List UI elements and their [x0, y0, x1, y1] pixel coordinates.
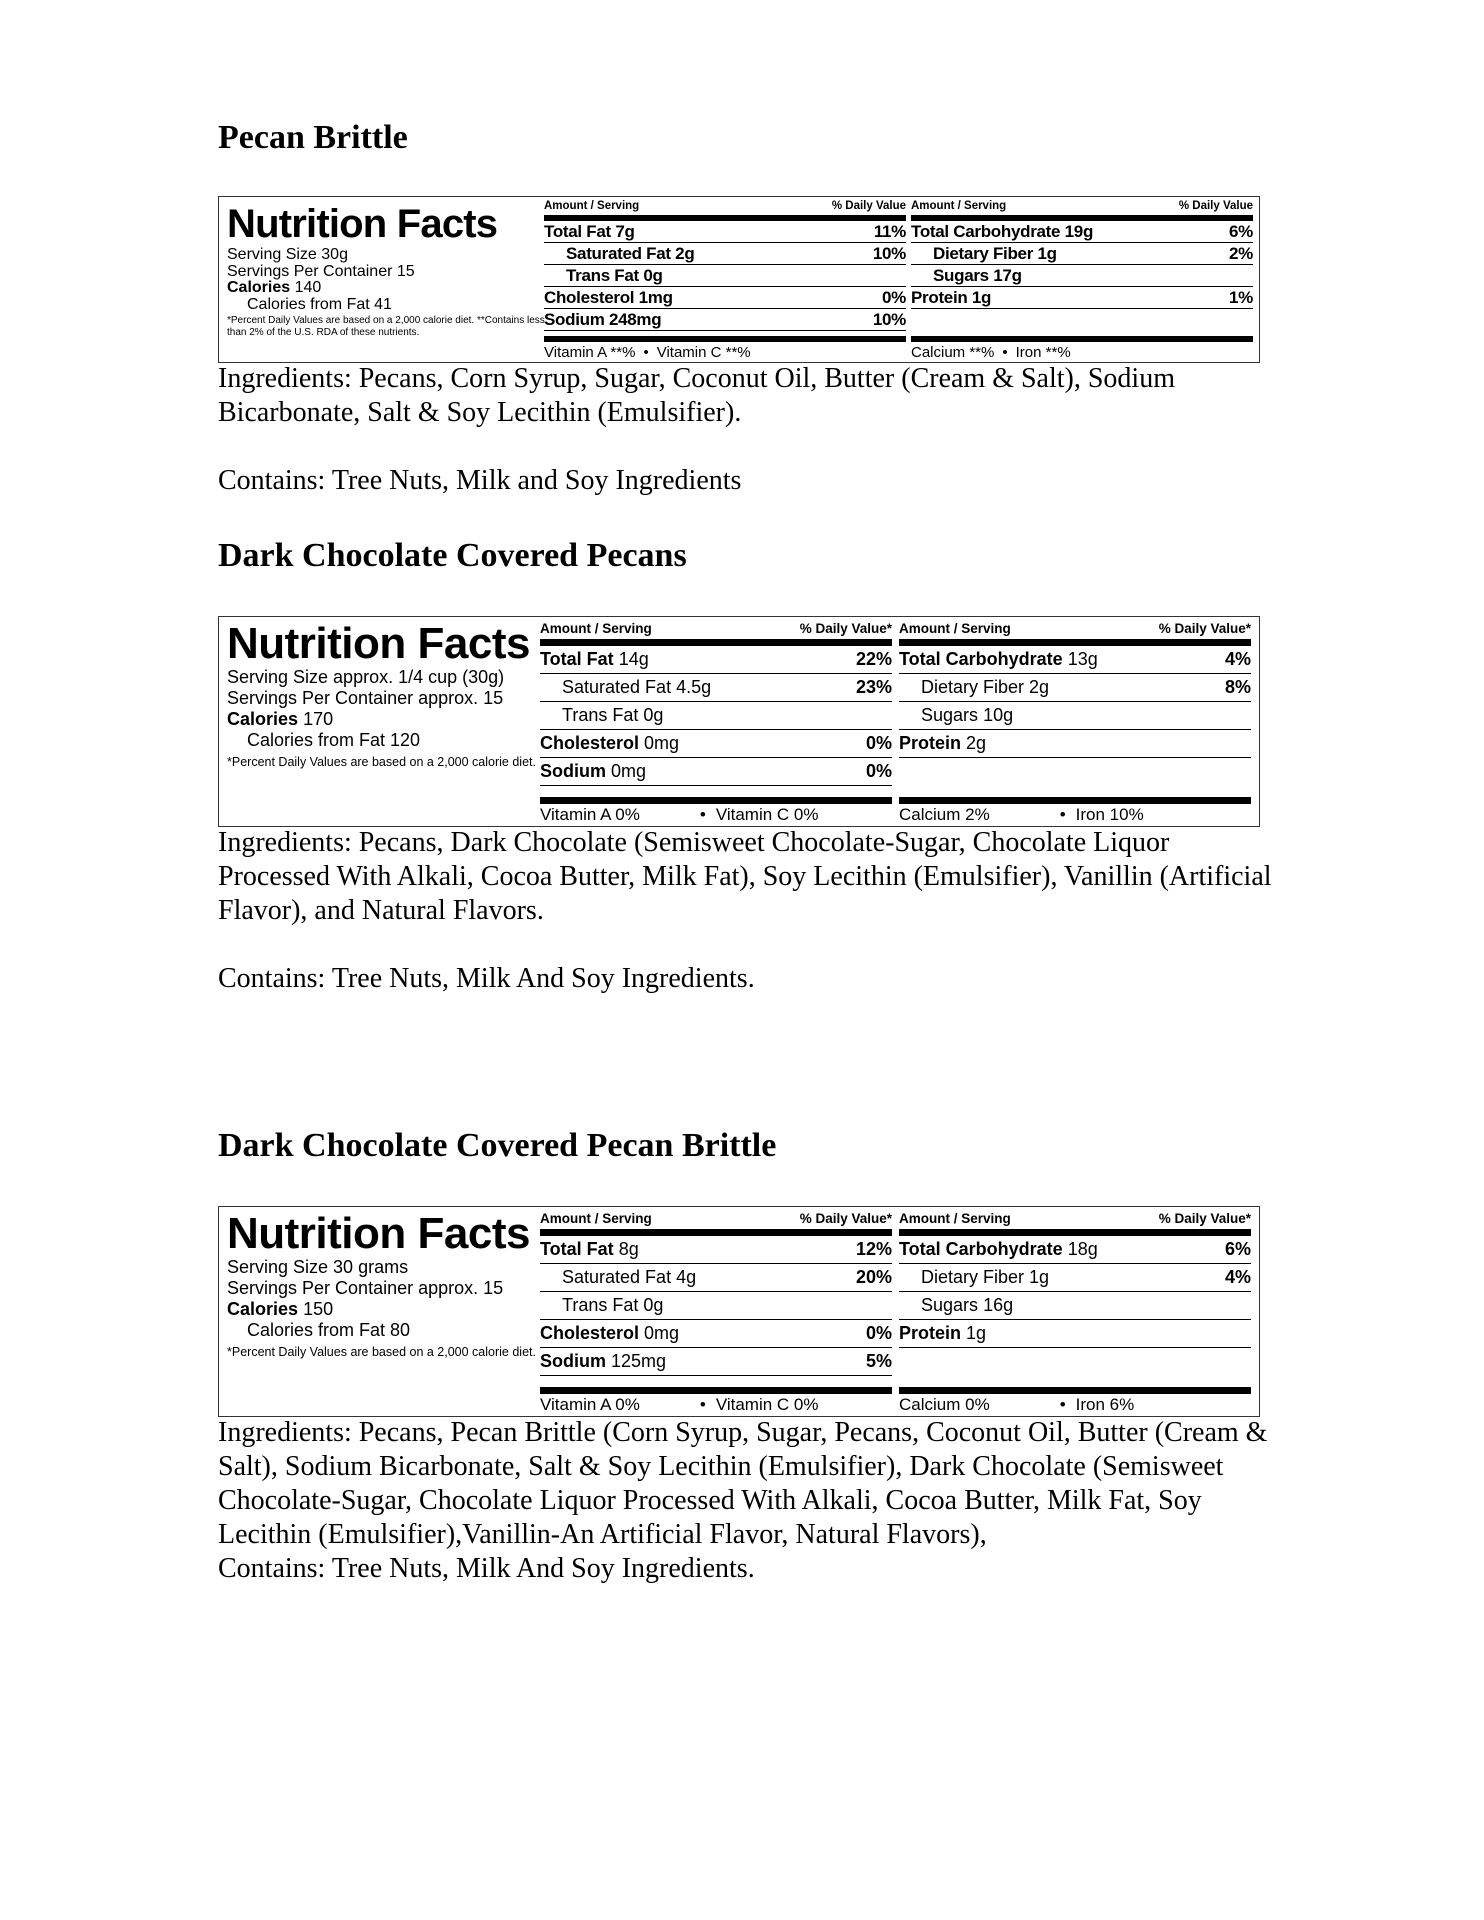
nutrient-name: Sugars — [921, 705, 979, 725]
product-title: Pecan Brittle — [218, 119, 408, 156]
nutrient-name: Total Carbohydrate — [899, 649, 1063, 669]
calories-label: Calories — [227, 279, 291, 296]
nutrient-row — [544, 309, 906, 331]
nutrient-name: Cholesterol — [540, 733, 640, 753]
nutrient-name: Saturated Fat — [562, 1267, 672, 1287]
vitamin-row — [544, 336, 906, 362]
nutrient-name: Total Carbohydrate — [911, 221, 1061, 241]
servings-per-container: Servings Per Container approx. 15 — [227, 1278, 504, 1298]
daily-value-header: % Daily Value* — [1158, 620, 1251, 636]
nutrient-daily-value: 4% — [1224, 649, 1251, 669]
nutrient-name: Protein — [899, 733, 962, 753]
nutrient-amount: 2g — [1029, 677, 1050, 697]
nutrient-row — [544, 287, 906, 309]
nutrient-daily-value: 20% — [855, 1267, 892, 1287]
nutrient-amount: 0mg — [611, 761, 647, 781]
calories — [227, 1299, 547, 1320]
mineral-row — [899, 1387, 1251, 1416]
nutrient-rows — [544, 221, 906, 331]
nutrient-row — [540, 1320, 892, 1348]
nutrient-row — [911, 287, 1253, 309]
calories-value: 140 — [294, 279, 322, 296]
nutrient-name: Dietary Fiber — [921, 677, 1025, 697]
nutrient-label — [544, 310, 661, 330]
ingredients-text: Ingredients: Pecans, Corn Syrup, Sugar, Coconut Oil, Butter (Cream & Salt), Sodium Bicarbonate, Salt & Soy Lecithin (Emulsifier). — [218, 363, 1175, 428]
nutrient-amount: 8g — [618, 1239, 639, 1259]
column-header — [540, 617, 892, 646]
bullet-separator: • — [699, 1395, 706, 1414]
calories-label: Calories — [227, 1299, 299, 1319]
nutrient-name: Sodium — [544, 309, 605, 329]
nutrient-daily-value: 0% — [865, 1323, 892, 1343]
nutrient-row — [899, 674, 1251, 702]
nutrient-column-left — [540, 617, 892, 826]
nutrient-amount: 17g — [993, 265, 1022, 285]
iron: Iron 10% — [1075, 805, 1144, 824]
nutrient-column-right — [899, 1207, 1251, 1416]
servings-per-container: Servings Per Container 15 — [227, 262, 415, 280]
nutrient-row — [899, 646, 1251, 674]
nutrient-daily-value: 2% — [1229, 243, 1253, 263]
footnote: *Percent Daily Values are based on a 2,000 calorie diet. — [227, 755, 536, 769]
calories — [227, 280, 547, 297]
calories-label: Calories — [227, 709, 299, 729]
nutrient-daily-value: 4% — [1224, 1267, 1251, 1287]
nutrition-facts-panel — [218, 616, 1260, 827]
serving-size: Serving Size 30 grams — [227, 1257, 409, 1277]
calories-value: 170 — [303, 709, 334, 729]
nutrient-row — [911, 221, 1253, 243]
nutrient-daily-value: 8% — [1224, 677, 1251, 697]
nutrient-name: Total Fat — [540, 1239, 614, 1259]
nutrient-name: Sodium — [540, 761, 606, 781]
nutrient-label — [921, 1267, 1049, 1288]
nutrient-daily-value: 11% — [873, 221, 906, 241]
nutrient-name: Cholesterol — [540, 1323, 640, 1343]
amount-per-serving-header: Amount / Serving — [540, 1210, 652, 1226]
nutrient-amount: 0g — [643, 265, 663, 285]
column-header — [540, 1207, 892, 1236]
nutrient-daily-value: 0% — [865, 761, 892, 781]
nutrient-column-left — [540, 1207, 892, 1416]
allergen-contains-text: Contains: Tree Nuts, Milk And Soy Ingredients. — [218, 963, 755, 994]
nutrient-row — [544, 243, 906, 265]
nutrient-column-right — [911, 197, 1253, 362]
nutrient-amount: 18g — [1067, 1239, 1098, 1259]
daily-value-header: % Daily Value — [831, 200, 906, 212]
nutrient-amount: 13g — [1067, 649, 1098, 669]
nutrient-label — [562, 1295, 663, 1316]
nutrient-amount: 0g — [643, 1295, 664, 1315]
vitamin-row — [540, 797, 892, 826]
vitamin-a: Vitamin A **% — [544, 343, 636, 361]
vitamin-c: Vitamin C 0% — [715, 1395, 819, 1414]
nutrient-name: Total Carbohydrate — [899, 1239, 1063, 1259]
ingredients-text: Ingredients: Pecans, Dark Chocolate (Semisweet Chocolate-Sugar, Chocolate Liquor Processed With Alkali, Cocoa Butter, Milk Fat), Soy Lecithin (Emulsifier), Vanillin (Artificial Flavor), and Natural Flavors. — [218, 827, 1272, 926]
nutrient-label — [921, 705, 1013, 726]
nutrient-amount: 0g — [643, 705, 664, 725]
calcium: Calcium **% — [911, 343, 995, 361]
amount-per-serving-header: Amount / Serving — [899, 620, 1011, 636]
nutrient-amount: 0mg — [644, 733, 680, 753]
nutrient-row — [540, 674, 892, 702]
nutrient-label — [540, 761, 646, 782]
nutrient-label — [899, 1239, 1098, 1260]
nutrient-label — [899, 733, 986, 754]
nutrient-name: Saturated Fat — [562, 677, 672, 697]
allergen-contains-text: Contains: Tree Nuts, Milk and Soy Ingredients — [218, 465, 742, 496]
nutrient-daily-value: 1% — [1229, 287, 1253, 307]
nutrient-name: Protein — [899, 1323, 962, 1343]
nutrient-name: Total Fat — [540, 649, 614, 669]
nutrient-name: Saturated Fat — [566, 243, 671, 263]
nutrient-row — [899, 1264, 1251, 1292]
nutrient-label — [933, 244, 1057, 264]
nutrient-label — [540, 1351, 666, 1372]
nutrient-label — [911, 288, 991, 308]
nutrient-amount: 248mg — [608, 309, 662, 329]
nutrient-row — [899, 702, 1251, 730]
vitamin-a: Vitamin A 0% — [540, 1395, 640, 1414]
nutrient-row — [540, 1236, 892, 1264]
nutrient-amount: 1g — [971, 287, 992, 307]
nutrient-label — [899, 649, 1098, 670]
nutrient-daily-value: 5% — [865, 1351, 892, 1371]
nutrient-label — [540, 1239, 639, 1260]
nutrient-row — [544, 265, 906, 287]
calories-from-fat: Calories from Fat 80 — [247, 1320, 411, 1340]
nutrient-daily-value: 0% — [865, 733, 892, 753]
vitamin-c: Vitamin C **% — [656, 343, 751, 361]
nutrient-row — [911, 265, 1253, 287]
nutrient-daily-value: 12% — [855, 1239, 892, 1259]
nutrient-row — [540, 702, 892, 730]
nutrient-name: Protein — [911, 287, 968, 307]
nutrient-name: Sugars — [933, 265, 989, 285]
nutrient-column-right — [899, 617, 1251, 826]
nutrient-daily-value: 22% — [855, 649, 892, 669]
nutrition-facts-panel — [218, 1206, 1260, 1417]
nutrient-name: Cholesterol — [544, 287, 635, 307]
calcium: Calcium 0% — [899, 1395, 990, 1414]
nutrient-rows — [911, 221, 1253, 331]
nutrient-label — [540, 1323, 679, 1344]
nutrient-amount: 7g — [615, 221, 635, 241]
mineral-row — [899, 797, 1251, 826]
nutrition-summary — [227, 621, 547, 769]
footnote: *Percent Daily Values are based on a 2,000 calorie diet. — [227, 1345, 536, 1359]
vitamin-c: Vitamin C 0% — [715, 805, 819, 824]
nutrient-label — [544, 222, 635, 242]
vitamin-a: Vitamin A 0% — [540, 805, 640, 824]
product-dark-chocolate-covered-pecans — [218, 536, 1278, 994]
mineral-row — [911, 336, 1253, 362]
nutrient-label — [921, 1295, 1013, 1316]
nutrient-row — [540, 646, 892, 674]
calcium: Calcium 2% — [899, 805, 990, 824]
nutrient-amount: 4.5g — [676, 677, 712, 697]
nutrition-summary — [227, 1211, 547, 1359]
bullet-separator: • — [699, 805, 706, 824]
iron: Iron **% — [1015, 343, 1071, 361]
nutrient-amount: 125mg — [611, 1351, 667, 1371]
ingredients-text: Ingredients: Pecans, Pecan Brittle (Corn Syrup, Sugar, Pecans, Coconut Oil, Butter (Cream & Salt), Sodium Bicarbonate, Salt & Soy Lecithin (Emulsifier), Dark Chocolate (Semisweet Chocolate-Sugar, Chocolate Liquor Processed With Alkali, Cocoa Butter, Milk Fat, Soy Lecithin (Emulsifier),Vanillin-An Artificial Flavor, Natural Flavors), — [218, 1417, 1268, 1550]
nutrient-daily-value: 23% — [855, 677, 892, 697]
nutrient-row — [540, 758, 892, 786]
nutrient-daily-value: 0% — [882, 287, 906, 307]
nutrient-row — [540, 1292, 892, 1320]
nutrient-rows — [540, 1236, 892, 1376]
nutrient-amount: 4g — [676, 1267, 697, 1287]
nutrient-row — [911, 243, 1253, 265]
calories-from-fat: Calories from Fat 120 — [247, 730, 421, 750]
footnote: *Percent Daily Values are based on a 2,000 calorie diet. **Contains less than 2% of the U.S. RDA of these nutrients. — [227, 315, 545, 338]
nutrient-label — [562, 705, 663, 726]
nutrient-label — [544, 288, 673, 308]
nutrient-label — [933, 266, 1022, 286]
nutrient-amount: 2g — [675, 243, 695, 263]
amount-per-serving-header: Amount / Serving — [540, 620, 652, 636]
nutrient-row — [544, 221, 906, 243]
amount-per-serving-header: Amount / Serving — [899, 1210, 1011, 1226]
serving-size: Serving Size 30g — [227, 246, 348, 263]
nutrient-name: Trans Fat — [566, 265, 639, 285]
iron: Iron 6% — [1075, 1395, 1135, 1414]
servings-per-container: Servings Per Container approx. 15 — [227, 688, 504, 708]
daily-value-header: % Daily Value* — [799, 620, 892, 636]
bullet-separator: • — [1059, 1395, 1066, 1414]
nutrient-label — [540, 733, 679, 754]
empty-row — [911, 309, 1253, 331]
calories — [227, 709, 547, 730]
nutrient-label — [566, 244, 694, 264]
nutrient-row — [540, 1264, 892, 1292]
nutrient-amount: 0mg — [644, 1323, 680, 1343]
amount-per-serving-header: Amount / Serving — [544, 200, 640, 212]
nutrient-name: Sodium — [540, 1351, 606, 1371]
product-dark-chocolate-covered-pecan-brittle — [218, 1126, 1278, 1584]
column-header — [911, 197, 1253, 221]
column-header — [899, 617, 1251, 646]
nutrient-amount: 2g — [966, 733, 987, 753]
amount-per-serving-header: Amount / Serving — [911, 200, 1007, 212]
nutrient-daily-value: 10% — [872, 243, 906, 263]
nutrient-amount: 1g — [966, 1323, 987, 1343]
nutrient-name: Sugars — [921, 1295, 979, 1315]
nutrition-facts-heading: Nutrition Facts — [227, 1209, 530, 1258]
nutrient-label — [540, 649, 649, 670]
nutrient-name: Total Fat — [544, 221, 611, 241]
nutrient-label — [562, 677, 711, 698]
calories-value: 150 — [303, 1299, 334, 1319]
nutrient-name: Trans Fat — [562, 705, 639, 725]
nutrient-amount: 16g — [983, 1295, 1014, 1315]
nutrient-amount: 1mg — [638, 287, 673, 307]
nutrient-column-left — [544, 197, 906, 362]
nutrient-name: Dietary Fiber — [933, 243, 1034, 263]
nutrient-label — [921, 677, 1049, 698]
nutrition-facts-heading: Nutrition Facts — [227, 619, 530, 668]
bullet-separator: • — [1002, 343, 1008, 361]
product-title: Dark Chocolate Covered Pecan Brittle — [218, 1127, 777, 1164]
nutrient-row — [899, 1292, 1251, 1320]
nutrient-label — [899, 1323, 986, 1344]
nutrient-daily-value: 6% — [1224, 1239, 1251, 1259]
column-header — [544, 197, 906, 221]
calories-from-fat: Calories from Fat 41 — [247, 295, 392, 313]
nutrient-daily-value: 6% — [1229, 221, 1253, 241]
empty-row — [899, 758, 1251, 786]
column-header — [899, 1207, 1251, 1236]
nutrient-amount: 14g — [618, 649, 649, 669]
serving-size: Serving Size approx. 1/4 cup (30g) — [227, 667, 505, 687]
nutrient-label — [911, 222, 1093, 242]
nutrient-row — [899, 1320, 1251, 1348]
nutrient-rows — [899, 1236, 1251, 1376]
nutrition-facts-panel — [218, 196, 1260, 363]
daily-value-header: % Daily Value* — [1158, 1210, 1251, 1226]
nutrient-daily-value: 10% — [872, 309, 906, 329]
vitamin-row — [540, 1387, 892, 1416]
daily-value-header: % Daily Value — [1178, 200, 1253, 212]
nutrient-name: Trans Fat — [562, 1295, 639, 1315]
product-title: Dark Chocolate Covered Pecans — [218, 537, 687, 574]
allergen-contains-text: Contains: Tree Nuts, Milk And Soy Ingredients. — [218, 1553, 755, 1584]
nutrient-row — [899, 730, 1251, 758]
nutrient-rows — [899, 646, 1251, 786]
bullet-separator: • — [1059, 805, 1066, 824]
nutrition-facts-heading: Nutrition Facts — [227, 202, 498, 246]
nutrient-name: Dietary Fiber — [921, 1267, 1025, 1287]
nutrient-amount: 19g — [1064, 221, 1094, 241]
nutrient-label — [562, 1267, 696, 1288]
bullet-separator: • — [643, 343, 649, 361]
nutrient-amount: 1g — [1037, 243, 1057, 263]
nutrition-summary — [227, 201, 547, 339]
nutrient-amount: 10g — [983, 705, 1014, 725]
nutrient-amount: 1g — [1029, 1267, 1050, 1287]
nutrient-row — [899, 1236, 1251, 1264]
nutrient-row — [540, 730, 892, 758]
nutrient-row — [540, 1348, 892, 1376]
nutrient-rows — [540, 646, 892, 786]
product-pecan-brittle — [218, 118, 1278, 496]
empty-row — [899, 1348, 1251, 1376]
daily-value-header: % Daily Value* — [799, 1210, 892, 1226]
nutrient-label — [566, 266, 663, 286]
